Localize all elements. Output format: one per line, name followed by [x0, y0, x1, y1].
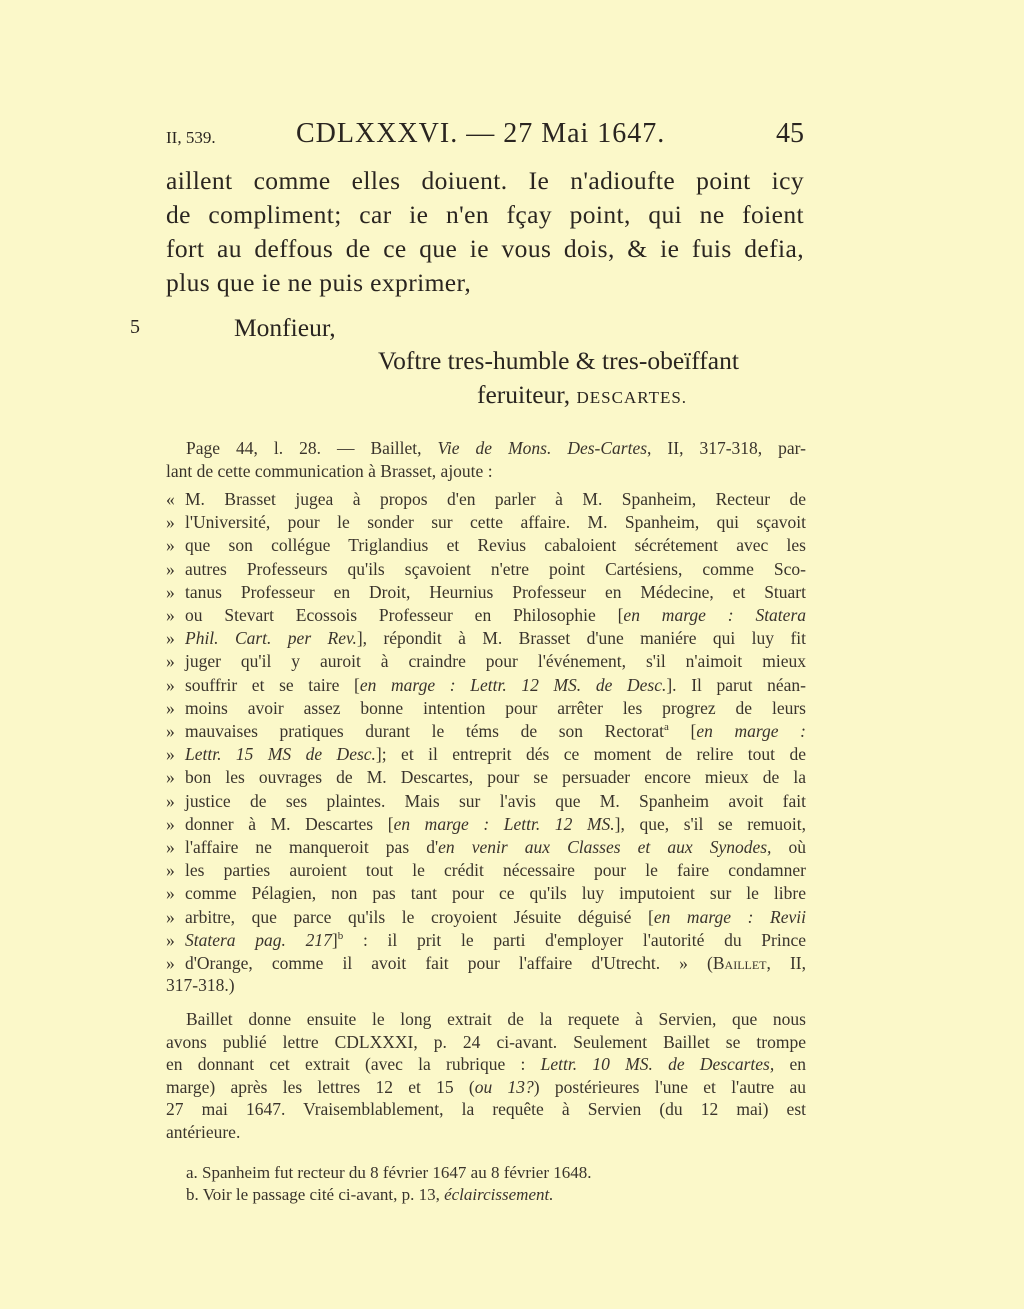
signature-line-1: Voftre tres-humble & tres-obeïffant	[378, 346, 739, 375]
quote-text	[185, 883, 806, 904]
quote-mark: »	[166, 535, 175, 556]
paragraph-segment: ou 13?	[474, 1076, 534, 1097]
quote-mark: »	[166, 883, 175, 904]
quote-text	[185, 582, 806, 603]
quote-segment: mauvaises pratiques durant le téms de son Rectorat	[185, 721, 664, 741]
quote-end: 317-318.)	[166, 975, 235, 995]
quote-text	[185, 489, 806, 510]
paragraph-segment: en	[774, 1054, 806, 1075]
main-text-line-3: fort au deffous de ce que ie vous dois, & ie fuis defia,	[166, 234, 804, 263]
quote-segment: en marge :	[696, 721, 807, 741]
intro-work-title: Vie de Mons. Des-Cartes	[437, 438, 648, 458]
quote-line	[166, 675, 806, 697]
quote-segment: , II,	[766, 953, 807, 973]
quote-mark: »	[166, 860, 175, 881]
quote-line	[166, 651, 806, 673]
quote-segment: justice de ses plaintes. Mais sur l'avis que M. Spanheim avoit fait	[185, 790, 806, 811]
quote-line	[166, 907, 806, 929]
paragraph-segment: 27 mai 1647. Vraisemblablement, la requête à Servien (du 12 mai) est	[166, 1099, 806, 1120]
quote-segment: ], que, s'il se remuoit,	[614, 813, 806, 834]
quote-text	[185, 860, 806, 881]
quote-segment: moins avoir assez bonne intention pour arrêter les progrez de leurs	[185, 697, 806, 718]
quote-line	[166, 535, 806, 557]
intro-ref: Page 44, l. 28. — Baillet,	[186, 438, 438, 458]
quote-text	[185, 837, 806, 858]
intro-ref-end: , II, 317-318, par-	[647, 438, 806, 458]
quote-line	[166, 814, 806, 836]
quote-text	[185, 559, 806, 580]
paragraph-segment: avons publié lettre CDLXXXI, p. 24 ci-avant. Seulement Baillet se trompe	[166, 1031, 806, 1052]
quote-segment: ], répondit à M. Brasset d'une maniére qui luy fit	[356, 628, 806, 649]
quote-segment: en marge : Statera	[623, 605, 806, 625]
quote-text	[185, 651, 806, 672]
quote-text	[185, 767, 806, 788]
quote-text	[185, 535, 806, 556]
main-text-line-4: plus que ie ne puis exprimer,	[166, 268, 472, 297]
footnote-a	[186, 1163, 592, 1183]
quote-line	[166, 512, 806, 534]
quote-mark: »	[166, 512, 175, 533]
quote-line	[166, 837, 806, 859]
paragraph-segment: antérieure.	[166, 1122, 241, 1142]
quote-line	[166, 791, 806, 813]
quote-mark: »	[166, 837, 175, 857]
line-number: 5	[130, 316, 140, 338]
quote-segment: b	[337, 929, 344, 942]
footnote-label: b.	[186, 1185, 199, 1204]
quote-mark: »	[166, 674, 175, 695]
paragraph-segment: Baillet donne ensuite le long extrait de la requete à Servien, que nous	[186, 1009, 806, 1029]
quote-segment: que son collégue Triglandius et Revius cabaloient sécrétement avec les	[185, 535, 806, 556]
paragraph-line	[166, 1032, 806, 1053]
signature-line-2	[477, 380, 687, 410]
quote-segment: donner à M. Descartes [	[185, 813, 394, 834]
quote-segment: juger qu'il y auroit à craindre pour l'événement, s'il n'aimoit mieux	[185, 651, 806, 672]
quote-segment: d'Orange, comme il avoit fait pour l'affaire d'Utrecht. » (	[185, 953, 713, 973]
quote-mark: »	[166, 767, 175, 788]
quote-text	[185, 675, 806, 696]
quote-text	[185, 512, 806, 533]
quote-text	[185, 791, 806, 812]
quote-segment: bon les ouvrages de M. Descartes, pour se persuader encore mieux de la	[185, 767, 806, 788]
paragraph-line	[166, 1077, 806, 1098]
quote-mark: »	[166, 721, 175, 741]
quote-segment: ]; et il entreprit dés ce moment de relire tout de	[375, 744, 806, 765]
paragraph-line	[166, 1122, 806, 1143]
quote-mark: »	[166, 697, 175, 718]
paragraph-segment: Lettr. 10 MS. de Descartes,	[540, 1054, 775, 1075]
quote-mark: »	[166, 906, 175, 927]
paragraph-segment: marge) après les lettres 12 et 15 (	[166, 1076, 475, 1097]
quote-mark: »	[166, 953, 175, 973]
quote-segment: l'affaire ne manqueroit pas d'	[185, 837, 439, 857]
main-text-line-2: de compliment; car ie n'en fçay point, qui ne foient	[166, 200, 804, 229]
quote-line	[166, 930, 806, 952]
quote-segment: : il prit le parti d'employer l'autorité du Prince	[343, 929, 806, 950]
footnote-b	[186, 1185, 553, 1205]
quote-mark: »	[166, 605, 175, 625]
quote-segment: ]. Il parut néan-	[666, 674, 806, 695]
quote-line	[166, 698, 806, 720]
quote-segment: Baillet	[712, 953, 767, 973]
quote-line	[166, 489, 806, 511]
quote-line	[166, 860, 806, 882]
quote-mark: «	[166, 489, 175, 509]
paragraph-line	[166, 1054, 806, 1075]
quote-segment: Phil. Cart. per Rev.	[185, 628, 357, 649]
signature-name: DESCARTES.	[576, 388, 688, 407]
quote-text	[185, 953, 806, 974]
quote-text	[185, 628, 806, 649]
quote-line	[166, 605, 806, 627]
quote-line	[166, 559, 806, 581]
quote-text	[185, 907, 806, 928]
commentary-intro-line-2: lant de cette communication à Brasset, ajoute :	[166, 461, 493, 481]
quote-segment: en marge : Lettr. 12 MS.	[393, 813, 615, 834]
quote-segment: arbitre, que parce qu'ils le croyoient Jésuite déguisé [	[185, 906, 654, 927]
quote-segment: les parties auroient tout le crédit nécessaire pour le faire condamner	[185, 860, 806, 881]
quote-segment: souffrir et se taire [	[185, 674, 360, 695]
quote-segment: l'Université, pour le sonder sur cette affaire. M. Spanheim, qui sçavoit	[185, 512, 806, 533]
quote-mark: »	[166, 813, 175, 834]
signature-servant: feruiteur,	[477, 380, 571, 409]
quote-text	[185, 744, 806, 765]
paragraph-segment: ) postérieures l'une et l'autre au	[533, 1076, 806, 1097]
quote-segment: Lettr. 15 MS de Desc.	[185, 744, 376, 765]
quote-text	[185, 605, 806, 626]
quote-mark: »	[166, 790, 175, 811]
salutation: Monfieur,	[234, 313, 336, 342]
quote-mark: »	[166, 628, 175, 649]
quote-text	[185, 814, 806, 835]
quote-mark: »	[166, 744, 175, 765]
quote-mark: »	[166, 929, 175, 950]
paragraph-line	[166, 1099, 806, 1120]
quote-segment: tanus Professeur en Droit, Heurnius Professeur en Médecine, et Stuart	[185, 581, 806, 602]
quote-segment: ou Stevart Ecossois Professeur en Philosophie [	[185, 605, 624, 625]
quote-segment: ]	[331, 929, 338, 950]
quote-segment: où	[771, 837, 806, 857]
quote-line	[166, 883, 806, 905]
quote-text	[185, 698, 806, 719]
quote-segment: en venir aux Classes et aux Synodes,	[438, 837, 772, 857]
quote-segment: autres Professeurs qu'ils sçavoient n'etre point Cartésiens, comme Sco-	[185, 558, 806, 579]
quote-segment: [	[668, 721, 697, 741]
letter-title: CDLXXXVI. — 27 Mai 1647.	[296, 118, 666, 149]
quote-segment: a	[663, 721, 669, 734]
quote-line	[166, 767, 806, 789]
quote-line	[166, 953, 806, 975]
footnote-italic: éclaircissement.	[444, 1185, 554, 1204]
quote-text	[185, 930, 806, 951]
quote-line	[166, 744, 806, 766]
quote-segment: comme Pélagien, non pas tant pour ce qu'ils luy imputoient sur le libre	[185, 883, 806, 904]
quote-line	[166, 628, 806, 650]
quote-segment: en marge : Lettr. 12 MS. de Desc.	[359, 674, 667, 695]
quote-mark: »	[166, 558, 175, 579]
quote-segment: M. Brasset jugea à propos d'en parler à M. Spanheim, Recteur de	[185, 489, 806, 509]
footnote-text: Spanheim fut recteur du 8 février 1647 au 8 février 1648.	[202, 1163, 592, 1182]
commentary-intro-line-1	[186, 438, 806, 459]
quote-line	[166, 582, 806, 604]
quote-text	[185, 721, 806, 742]
header-reference: II, 539.	[166, 128, 216, 147]
main-text-line-1: aillent comme elles doiuent. Ie n'adioufte point icy	[166, 166, 804, 195]
footnote-label: a.	[186, 1163, 198, 1182]
paragraph-segment: en donnant cet extrait (avec la rubrique :	[166, 1054, 541, 1075]
quote-segment: en marge : Revii	[653, 906, 806, 927]
quote-mark: »	[166, 581, 175, 602]
page-number: 45	[776, 118, 804, 149]
footnote-text: Voir le passage cité ci-avant, p. 13,	[202, 1185, 445, 1204]
paragraph-line	[186, 1009, 806, 1030]
quote-line	[166, 721, 806, 743]
quote-mark: »	[166, 651, 175, 672]
quote-segment: Statera pag. 217	[185, 929, 332, 950]
